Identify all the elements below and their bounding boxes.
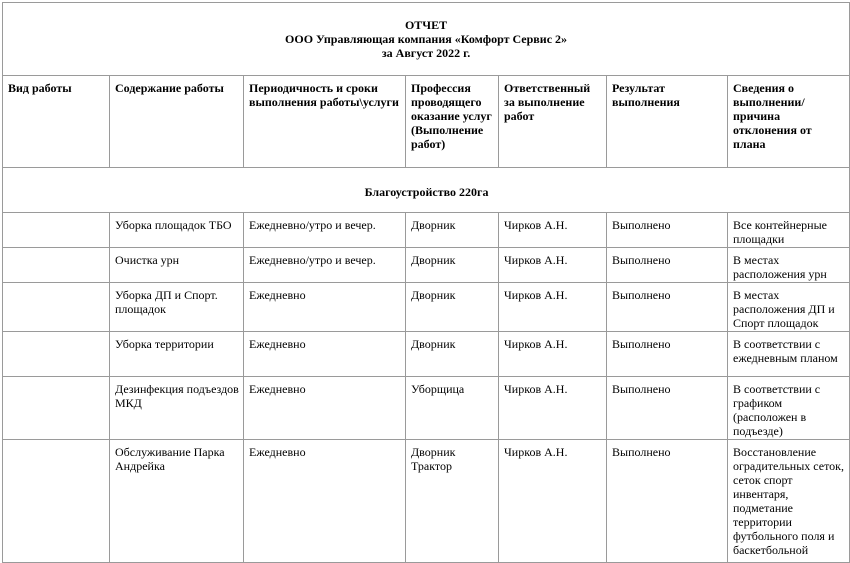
cell-profession: Дворник Трактор [406,440,499,563]
title-row [3,3,850,76]
header-cell-work-content: Содержание работы [110,76,244,168]
header-cell-info: Сведения о выполнении/ причина отклонения от плана [728,76,850,168]
section-title: Благоустройство 220га [3,168,850,213]
cell-periodicity: Ежедневно/утро и вечер. [244,248,406,283]
header-cell-periodicity: Периодичность и сроки выполнения работы\услуги [244,76,406,168]
cell-info: Восстановление оградительных сеток, сеток спорт инвентаря, подметание территории футбольного поля и баскетбольной [728,440,850,563]
header-cell-responsible: Ответственный за выполнение работ [499,76,607,168]
cell-result: Выполнено [607,248,728,283]
header-cell-work-type: Вид работы [3,76,110,168]
cell-periodicity: Ежедневно [244,440,406,563]
cell-work-content: Очистка урн [110,248,244,283]
cell-responsible: Чирков А.Н. [499,283,607,332]
cell-profession: Дворник [406,248,499,283]
table-row [3,248,850,283]
cell-info: В местах расположения ДП и Спорт площадок [728,283,850,332]
cell-profession: Уборщица [406,377,499,440]
cell-work-content: Дезинфекция подъездов МКД [110,377,244,440]
cell-work-type [3,332,110,377]
cell-responsible: Чирков А.Н. [499,440,607,563]
cell-work-content: Уборка площадок ТБО [110,213,244,248]
cell-info: В соответствии с графиком (расположен в подъезде) [728,377,850,440]
cell-result: Выполнено [607,213,728,248]
report-title-line1: ОТЧЕТ [404,18,448,32]
report-table [2,2,850,563]
cell-result: Выполнено [607,332,728,377]
cell-result: Выполнено [607,377,728,440]
cell-profession: Дворник [406,332,499,377]
cell-periodicity: Ежедневно [244,377,406,440]
table-row [3,440,850,563]
cell-periodicity: Ежедневно [244,283,406,332]
cell-responsible: Чирков А.Н. [499,213,607,248]
cell-work-type [3,248,110,283]
cell-responsible: Чирков А.Н. [499,248,607,283]
cell-info: В соответствии с ежедневным планом [728,332,850,377]
cell-work-type [3,440,110,563]
report-title [3,3,850,76]
table-row [3,283,850,332]
cell-periodicity: Ежедневно [244,332,406,377]
cell-responsible: Чирков А.Н. [499,332,607,377]
cell-result: Выполнено [607,283,728,332]
table-row [3,332,850,377]
section-row [3,168,850,213]
cell-work-type [3,283,110,332]
cell-profession: Дворник [406,213,499,248]
cell-work-content: Уборка ДП и Спорт. площадок [110,283,244,332]
cell-work-type [3,377,110,440]
cell-profession: Дворник [406,283,499,332]
table-row [3,377,850,440]
table-row [3,213,850,248]
cell-work-type [3,213,110,248]
cell-result: Выполнено [607,440,728,563]
cell-info: Все контейнерные площадки [728,213,850,248]
cell-work-content: Уборка территории [110,332,244,377]
header-cell-result: Результат выполнения [607,76,728,168]
report-title-company: ООО Управляющая компания «Комфорт Сервис 2» [285,32,568,46]
cell-periodicity: Ежедневно/утро и вечер. [244,213,406,248]
report-title-period: за Август 2022 г. [381,46,471,60]
header-cell-profession: Профессия проводящего оказание услуг (Выполнение работ) [406,76,499,168]
cell-responsible: Чирков А.Н. [499,377,607,440]
header-row [3,76,850,168]
cell-work-content: Обслуживание Парка Андрейка [110,440,244,563]
cell-info: В местах расположения урн [728,248,850,283]
